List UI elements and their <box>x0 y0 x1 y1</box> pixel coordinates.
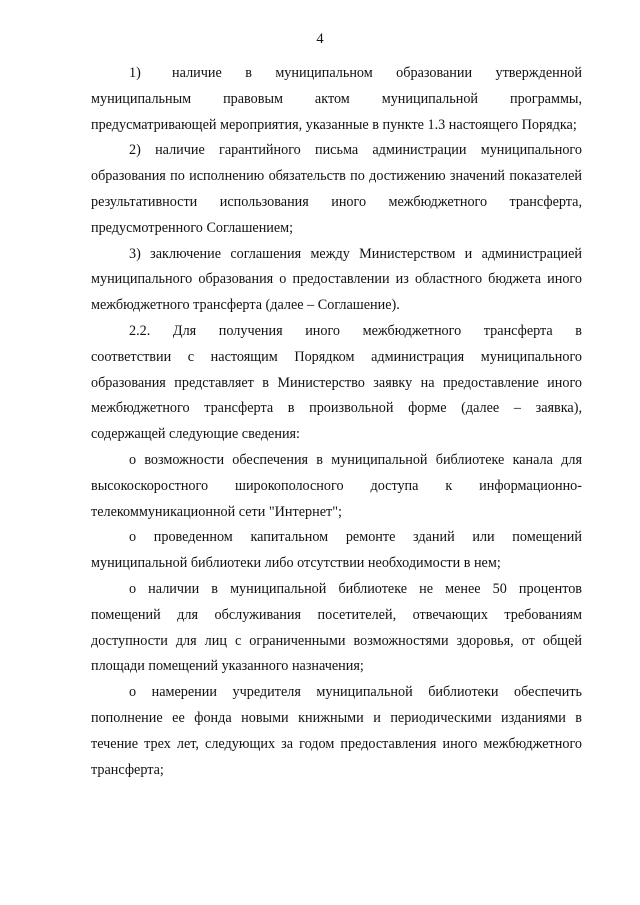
paragraph-item-fund-replenishment: о намерении учредителя муниципальной библиотеки обеспечить пополнение ее фонда новыми книжными и периодическими изданиями в течение трех лет, следующих за годом предоставления иного межбюджетного трансферта; <box>91 684 582 778</box>
paragraph-condition-3: 3) заключение соглашения между Министерством и администрацией муниципального образования о предоставлении из областного бюджета иного межбюджетного трансферта (далее – Соглашение). <box>91 245 582 314</box>
page-number: 4 <box>316 31 324 47</box>
paragraph-section-2-2: 2.2. Для получения иного межбюджетного трансферта в соответствии с настоящим Порядком администрация муниципального образования представляет в Министерство заявку на предоставление иного межбюджетного трансферта в произвольной форме (далее – заявка), содержащей следующие сведения: <box>91 322 582 443</box>
paragraph-condition-1: 1) наличие в муниципальном образовании утвержденной муниципальным правовым актом муниципальной программы, предусматривающей мероприятия, указанные в пункте 1.3 настоящего Порядка; <box>91 65 582 133</box>
paragraph-item-accessibility: о наличии в муниципальной библиотеке не менее 50 процентов помещений для обслуживания посетителей, отвечающих требованиям доступности для лиц с ограниченными возможностями здоровья, от общей площади помещений указанного назначения; <box>91 580 582 675</box>
document-body <box>91 61 582 783</box>
paragraph-item-repair: о проведенном капитальном ремонте зданий или помещений муниципальной библиотеки либо отсутствии необходимости в нем; <box>91 529 582 572</box>
paragraph-condition-2: 2) наличие гарантийного письма администрации муниципального образования по исполнению обязательств по достижению значений показателей результативности использования иного межбюджетного трансферта, предусмотренного Соглашением; <box>91 142 582 236</box>
paragraph-item-internet-access: о возможности обеспечения в муниципальной библиотеке канала для высокоскоростного широкополосного доступа к информационно-телекоммуникационной сети "Интернет"; <box>91 451 582 520</box>
